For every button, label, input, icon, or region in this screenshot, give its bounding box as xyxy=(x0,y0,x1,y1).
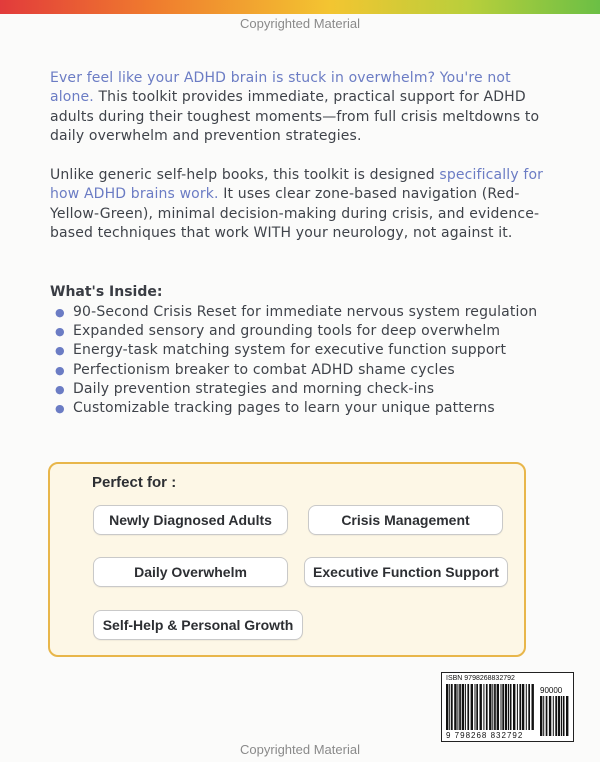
bullet-icon: ● xyxy=(55,402,65,416)
approach-before: Unlike generic self-help books, this toolkit is designed xyxy=(50,167,440,183)
approach-paragraph xyxy=(50,166,555,243)
intro-lead: Ever feel like your ADHD brain is stuck in overwhelm? You're not alone. xyxy=(50,70,511,106)
list-item-text: Perfectionism breaker to combat ADHD shame cycles xyxy=(73,361,455,378)
approach-highlight: specifically for how ADHD brains work. xyxy=(50,167,544,203)
color-gradient-strip xyxy=(0,0,600,14)
barcode-digits: 9 798268 832792 xyxy=(446,731,524,740)
tag-self-help: Self-Help & Personal Growth xyxy=(93,610,303,640)
bullet-icon: ● xyxy=(55,344,65,358)
tag-daily-overwhelm: Daily Overwhelm xyxy=(93,557,288,587)
whats-inside-heading: What's Inside: xyxy=(50,284,163,300)
bullet-icon: ● xyxy=(55,306,65,319)
intro-rest: This toolkit provides immediate, practical support for ADHD adults during their toughest moments—from full crisis meltdowns to daily overwhelm and prevention strategies. xyxy=(50,89,540,144)
list-item xyxy=(55,341,555,360)
intro-paragraph xyxy=(50,69,555,146)
barcode-bars xyxy=(446,684,536,730)
list-item xyxy=(55,380,555,399)
list-item xyxy=(55,322,555,341)
watermark-top: Copyrighted Material xyxy=(240,16,360,31)
list-item-text: Daily prevention strategies and morning check-ins xyxy=(73,380,435,397)
barcode-addon-bars xyxy=(540,696,570,736)
list-item xyxy=(55,361,555,380)
tag-executive-function: Executive Function Support xyxy=(304,557,508,587)
list-item-text: Expanded sensory and grounding tools for deep overwhelm xyxy=(73,323,501,340)
bullet-icon: ● xyxy=(55,382,65,396)
perfect-for-heading: Perfect for : xyxy=(92,474,177,491)
isbn-barcode xyxy=(441,672,574,742)
whats-inside-list xyxy=(55,303,555,418)
bullet-icon: ● xyxy=(55,325,65,339)
isbn-label: ISBN 9798268832792 xyxy=(446,675,515,682)
tag-crisis-management: Crisis Management xyxy=(308,505,503,535)
watermark-bottom: Copyrighted Material xyxy=(240,742,360,757)
list-item xyxy=(55,303,555,322)
bullet-icon: ● xyxy=(55,363,65,377)
tag-newly-diagnosed: Newly Diagnosed Adults xyxy=(93,505,288,535)
list-item-text: 90-Second Crisis Reset for immediate nervous system regulation xyxy=(73,304,538,320)
approach-after: It uses clear zone-based navigation (Red-Yellow-Green), minimal decision-making during crisis, and evidence-based techniques that work WITH your neurology, not against it. xyxy=(50,186,540,241)
list-item-text: Energy-task matching system for executive function support xyxy=(73,342,507,359)
list-item-text: Customizable tracking pages to learn your unique patterns xyxy=(73,400,495,417)
list-item xyxy=(55,399,555,418)
price-code: 90000 xyxy=(540,686,563,695)
